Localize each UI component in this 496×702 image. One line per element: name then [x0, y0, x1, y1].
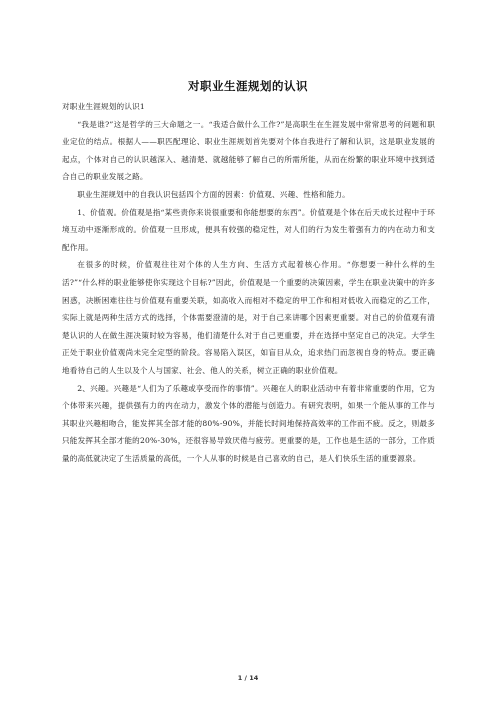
paragraph-interest: 2、兴趣。兴趣是“人们为了乐趣或享受而作的事情”。兴趣在人的职业活动中有着非常重要的作用，它为个体带来兴趣，提供强有力的内在动力，激发个体的潜能与创造力。有研究表明，如果一个能从事的工作与其职业兴趣相吻合，能发挥其全部才能的80%-90%，并能长时间地保持高效率的工作而不疲。反之，则最多只能发挥其全部才能的20%-30%，还很容易导致厌倦与疲劳。更重要的是，工作也是生活的一部分，工作质量的高低就决定了生活质量的高低，一个人从事的时候是自己喜欢的自己，是人们快乐生活的重要源泉。 [62, 383, 435, 463]
page-title: 对职业生涯规划的认识 [188, 79, 308, 93]
paragraph-values-detail: 在很多的时候，价值观往往对个体的人生方向、生活方式起着核心作用。“你想要一种什么样的生活?”“什么样的职业能够使你实现这个目标?”因此，价值观是一个重要的决策因素，学生在职业决策中的许多困惑，决断困难往往与价值观有重要关联，如高收入而相对不稳定的甲工作和相对低收入而稳定的乙工作，实际上就是两种生活方式的选择，个体需要澄清的是，对于自己来讲哪个因素更重要。对自己的价值观有清楚认识的人在做生涯决策时较为容易，他们清楚什么对于自己更重要，并在选择中坚定自己的决定。大学生正处于职业价值观尚未完全定型的阶段。容易陷入误区，如盲目从众，追求热门而忽视自身的特点。要正确地看待自己的人生以及个人与国家、社会、他人的关系，树立正确的职业价值观。 [62, 260, 435, 375]
paragraph-factors: 职业生涯规划中的自我认识包括四个方面的因素：价值观、兴趣、性格和能力。 [77, 189, 350, 199]
page-number: 1 / 14 [237, 674, 259, 682]
document-subtitle: 对职业生涯规划的认识1 [62, 102, 145, 111]
paragraph-values: 1、价值观。价值观是指“某些责你来说很重要和你能想要的东西”。价值观是个体在后天成长过程中于环境互动中逐渐形成的。价值观一旦形成，便具有较强的稳定性，对人们的行为发生着强有力的内在动力和支配作用。 [62, 207, 435, 252]
paragraph-intro: “我是谁?”这是哲学的三大命题之一。“我适合做什么工作?”是高职生在生涯发展中常常思考的问题和职业定位的结点。根据人——职匹配理论、职业生涯规划首先要对个体自我进行了解和认识，这是职业发展的起点，个体对自己的认识越深入、越清楚、就越能够了解自己的所需所能，从而在纷繁的职业环境中找到适合自己的职业发展之路。 [62, 119, 435, 182]
document-body [62, 98, 435, 467]
